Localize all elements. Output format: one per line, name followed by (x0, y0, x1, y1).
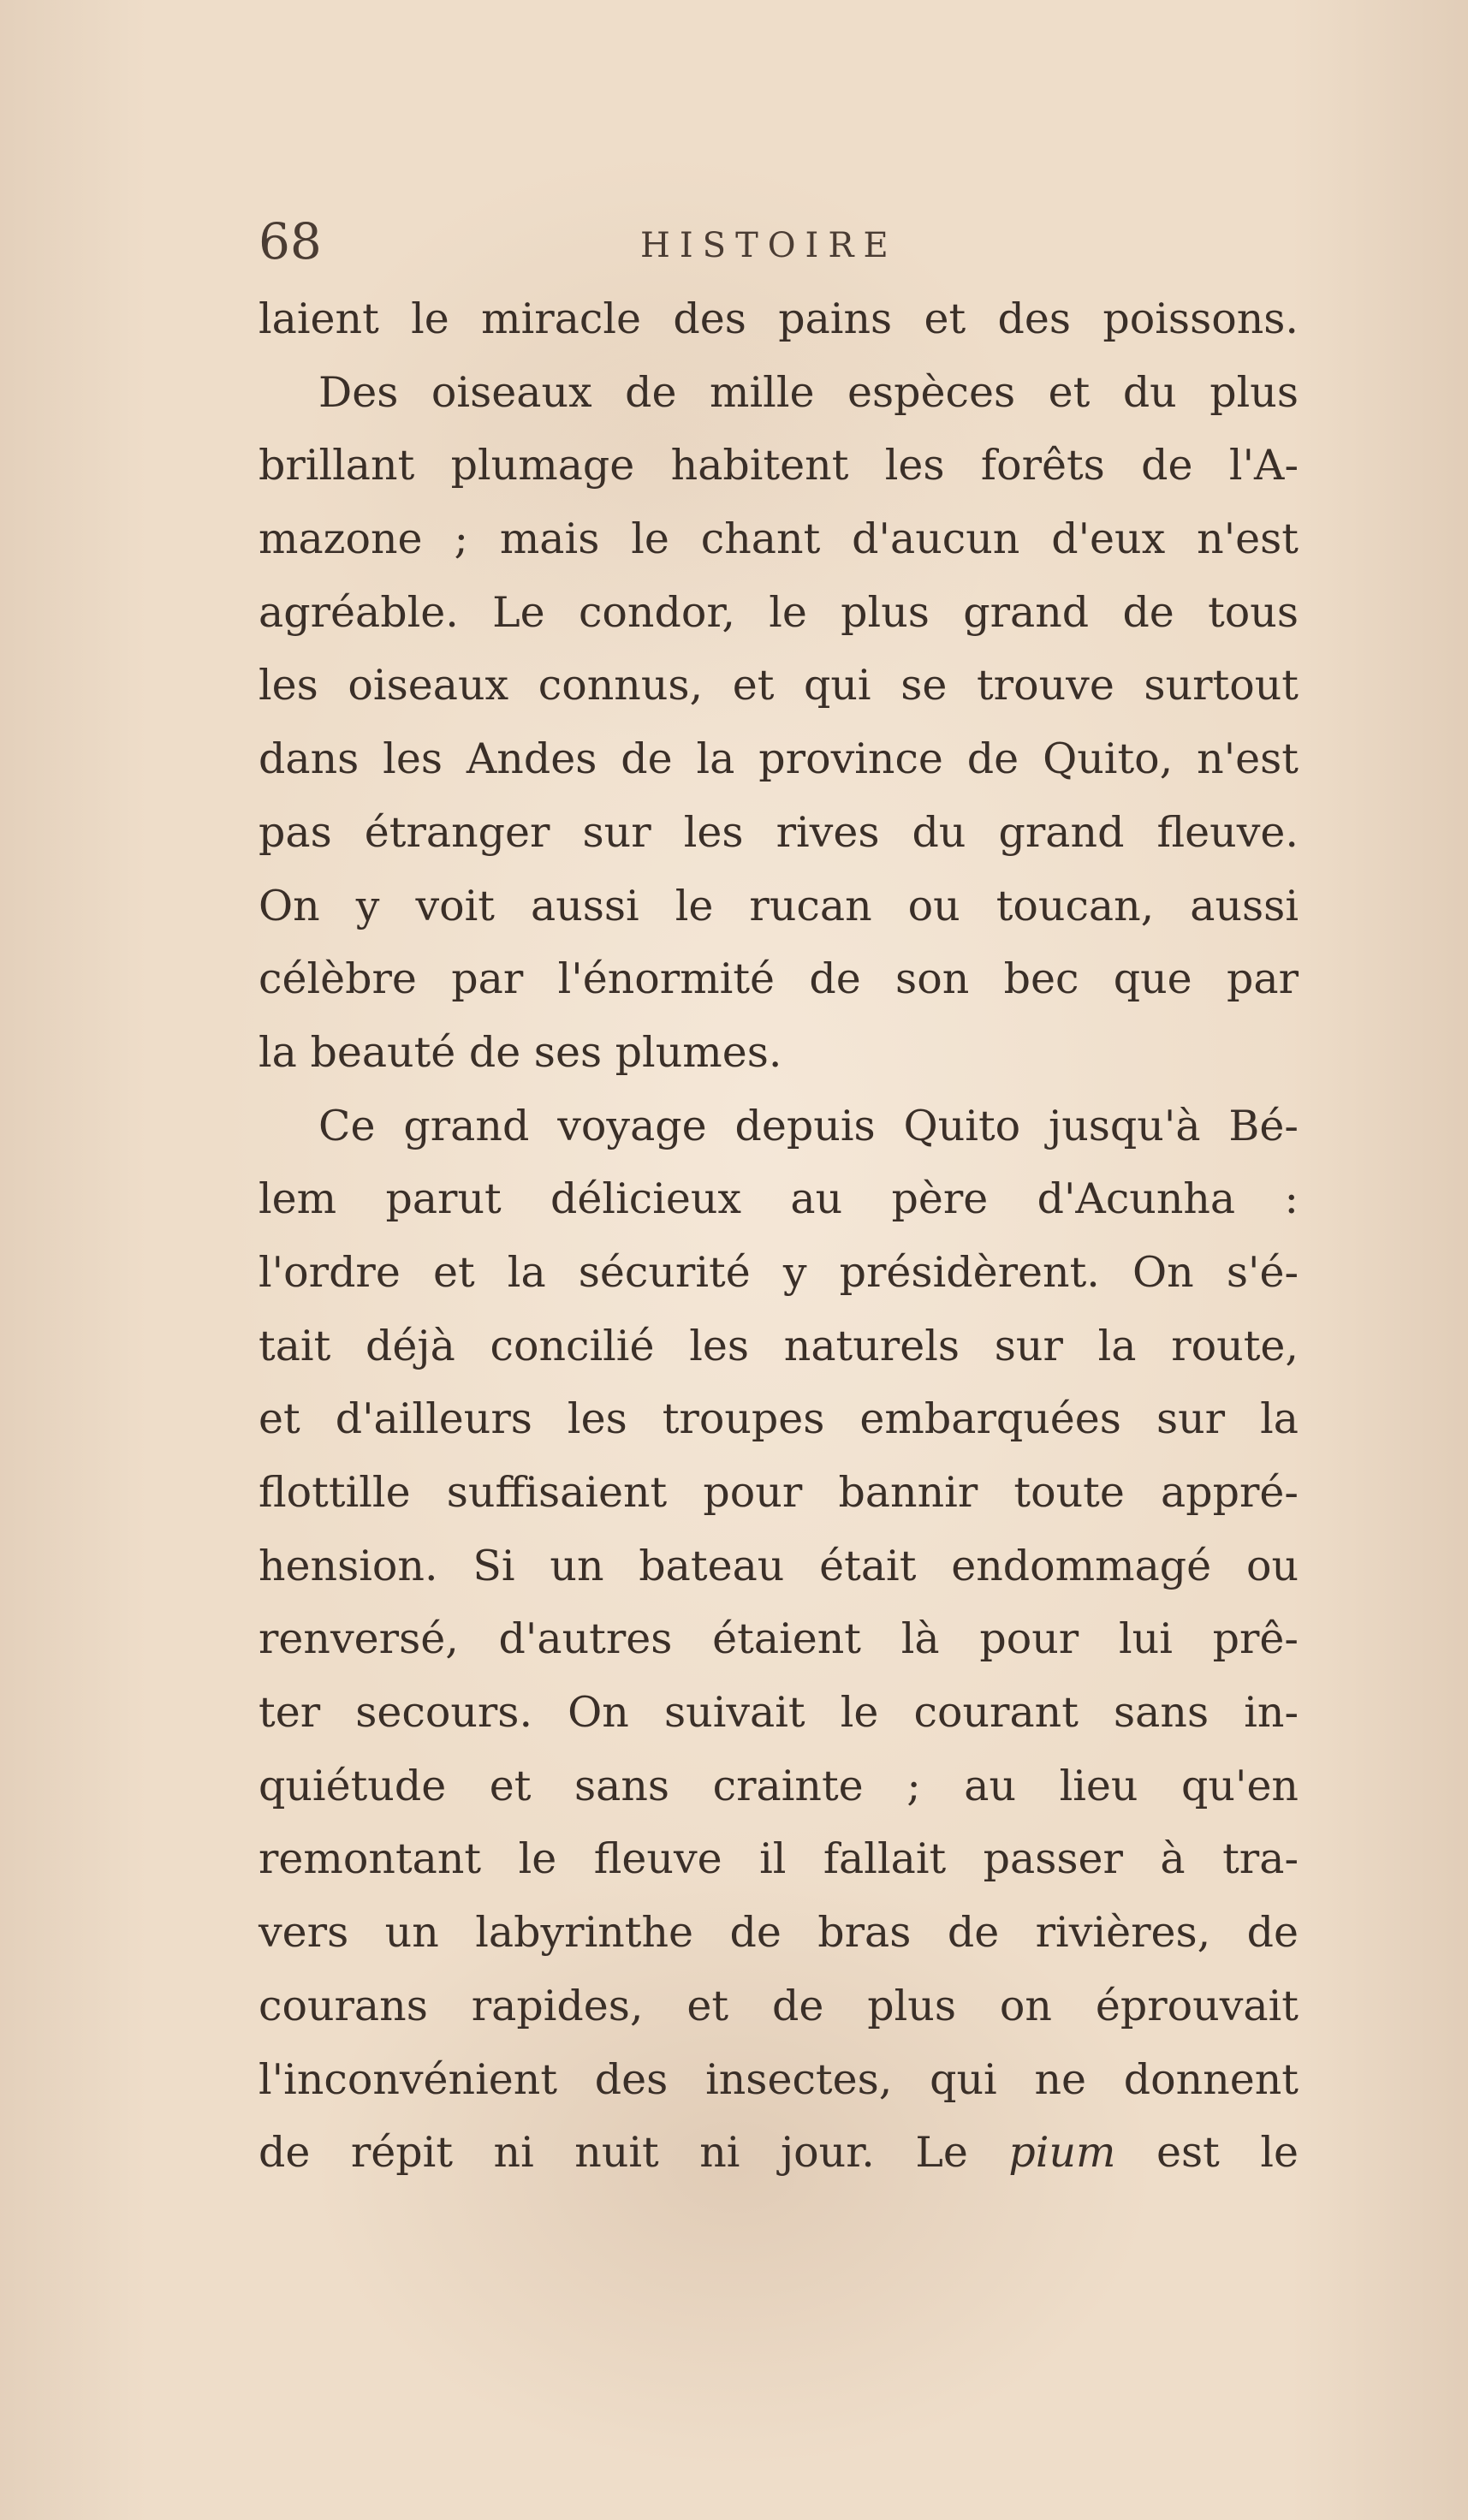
text-line: courans rapides, et de plus on éprouvait (259, 1981, 1299, 2030)
text-line: brillant plumage habitent les forêts de l'A- (259, 441, 1299, 490)
text-line: la beauté de ses plumes. (259, 1027, 782, 1077)
text-line: l'ordre et la sécurité y présidèrent. On s'é- (259, 1247, 1299, 1297)
text-line: laient le miracle des pains et des poissons. (259, 294, 1299, 343)
running-head (259, 212, 1299, 270)
text-segment: est le (1156, 2128, 1299, 2178)
text-line: vers un labyrinthe de bras de rivières, de (259, 1908, 1299, 1958)
text-line: flottille suffisaient pour bannir toute appré- (259, 1468, 1299, 1517)
text-line: quiétude et sans crainte ; au lieu qu'en (259, 1761, 1299, 1810)
italic-word: pium (1008, 2128, 1116, 2178)
text-line: tait déjà concilié les naturels sur la route, (259, 1321, 1299, 1370)
text-line: lem parut délicieux au père d'Acunha : (259, 1174, 1299, 1224)
text-line: l'inconvénient des insectes, qui ne donnent (259, 2054, 1299, 2104)
text-line: et d'ailleurs les troupes embarquées sur la (259, 1394, 1299, 1444)
text-line: agréable. Le condor, le plus grand de tous (259, 587, 1299, 637)
text-line: hension. Si un bateau était endommagé ou (259, 1541, 1299, 1590)
text-line: dans les Andes de la province de Quito, n'est (259, 734, 1299, 784)
text-line: On y voit aussi le rucan ou toucan, aussi (259, 881, 1299, 930)
running-title: HISTOIRE (640, 226, 898, 265)
text-line: Des oiseaux de mille espèces et du plus (318, 367, 1299, 417)
text-line: mazone ; mais le chant d'aucun d'eux n'est (259, 514, 1299, 564)
body-text (259, 282, 1299, 2190)
text-line: célèbre par l'énormité de son bec que par (259, 954, 1299, 1004)
page-number: 68 (259, 212, 322, 270)
text-line: ter secours. On suivait le courant sans in- (259, 1688, 1299, 1738)
text-line: Ce grand voyage depuis Quito jusqu'à Bé- (318, 1101, 1299, 1150)
text-line: pas étranger sur les rives du grand fleuve. (259, 807, 1299, 857)
text-line: renversé, d'autres étaient là pour lui prê- (259, 1614, 1299, 1664)
text-line: les oiseaux connus, et qui se trouve surtout (259, 661, 1299, 710)
text-segment: de répit ni nuit ni jour. Le (259, 2128, 968, 2178)
text-line-final (259, 2116, 1299, 2190)
text-line: remontant le fleuve il fallait passer à tra- (259, 1834, 1299, 1884)
